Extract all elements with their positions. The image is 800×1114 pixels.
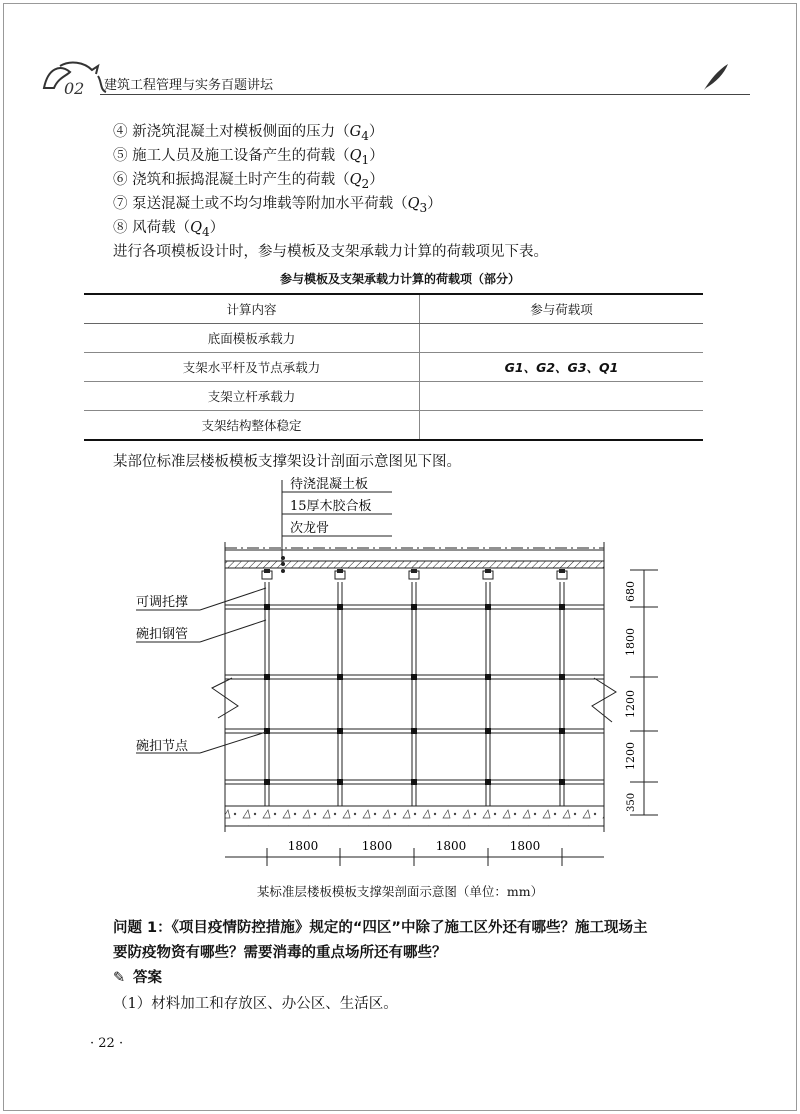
table-cell: 支架立杆承载力 [84, 382, 420, 411]
vdim-1200-a: 1200 [624, 690, 637, 718]
bowl-node [559, 674, 565, 680]
question-line-1: 问题 1：《项目疫情防控措施》规定的“四区”中除了施工区外还有哪些？施工现场主 [113, 920, 648, 936]
load-table [84, 293, 703, 441]
table-caption: 参与模板及支架承载力计算的荷载项（部分） [279, 272, 520, 286]
dragon-2021-logo-icon [40, 58, 110, 98]
question-line-2: 要防疫物资有哪些？需要消毒的重点场所还有哪些？ [113, 945, 447, 961]
label-node: 碗扣节点 [136, 739, 189, 754]
table-intro-text: 进行各项模板设计时，参与模板及支架承载力计算的荷载项见下表。 [113, 244, 548, 260]
bowl-node [485, 728, 491, 734]
joist-3 [411, 569, 417, 573]
bowl-node [411, 674, 417, 680]
table-header-content: 计算内容 [84, 294, 420, 324]
bowl-node [485, 604, 491, 610]
top-label-group [282, 476, 392, 564]
joist-2 [337, 569, 343, 573]
bowl-node [264, 674, 270, 680]
bowl-node [337, 674, 343, 680]
table-cell [420, 411, 704, 441]
answer-line-1: （1）材料加工和存放区、办公区、生活区。 [113, 996, 398, 1012]
bowl-node [411, 728, 417, 734]
header-rule [100, 94, 750, 95]
page-number: · 22 · [90, 1036, 124, 1051]
bowl-node [411, 604, 417, 610]
feather-pen-icon: ✎ [113, 970, 126, 986]
bowl-node [337, 604, 343, 610]
load-item-6: ⑥ 浇筑和振捣混凝土时产生的荷载$(Q_2)$ [113, 172, 384, 191]
table-row [84, 382, 703, 411]
bowl-node [559, 779, 565, 785]
load-item-7: ⑦ 泵送混凝土或不均匀堆载等附加水平荷载$(Q_3)$ [113, 196, 442, 215]
vdim-1800: 1800 [624, 628, 637, 656]
joist-4 [485, 569, 491, 573]
label-joist: 次龙骨 [290, 521, 330, 536]
bowl-node [411, 779, 417, 785]
hdim-3: 1800 [435, 839, 467, 853]
table-cell: 支架结构整体稳定 [84, 411, 420, 441]
bowl-node [337, 779, 343, 785]
joist-5 [559, 569, 565, 573]
joist-1 [264, 569, 270, 573]
table-header-row [84, 294, 703, 324]
table-row [84, 324, 703, 353]
bowl-node [485, 779, 491, 785]
table-cell [420, 324, 704, 353]
page-header [40, 58, 720, 98]
ground-slab [225, 806, 604, 826]
load-item-5: ⑤ 施工人员及施工设备产生的荷载$(Q_1)$ [113, 148, 384, 167]
header-title: 建筑工程管理与实务百题讲坛 [104, 78, 274, 93]
hdim-4: 1800 [509, 839, 541, 853]
label-concrete: 待浇混凝土板 [290, 477, 369, 492]
label-plywood: 15厚木胶合板 [290, 499, 372, 514]
vdim-680: 680 [624, 581, 637, 602]
horizontal-dimensions [225, 839, 604, 866]
figure-caption: 某标准层楼板模板支撑架剖面示意图（单位：mm） [256, 884, 544, 899]
bowl-node [264, 728, 270, 734]
figure-intro-text: 某部位标准层楼板模板支撑架设计剖面示意图见下图。 [113, 454, 461, 470]
table-row [84, 411, 703, 441]
vdim-1200-b: 1200 [624, 742, 637, 770]
hdim-1: 1800 [287, 839, 319, 853]
feather-pen-icon [700, 62, 730, 92]
label-pipe: 碗扣钢管 [136, 627, 189, 642]
table-header-loads: 参与荷载项 [420, 294, 704, 324]
hdim-2: 1800 [361, 839, 393, 853]
label-adjustable: 可调托撑 [136, 595, 189, 610]
svg-text:02: 02 [64, 79, 85, 98]
bars-group [225, 604, 604, 785]
vertical-dimensions [624, 570, 658, 815]
table-cell: 支架水平杆及节点承载力 [84, 353, 420, 382]
answer-heading: ✎ 答案 [113, 970, 162, 986]
scaffold-section-figure [0, 470, 800, 880]
table-row [84, 353, 703, 382]
table-cell: G1、G2、G3、Q1 [420, 353, 704, 382]
table-cell [420, 382, 704, 411]
table-cell: 底面模板承载力 [84, 324, 420, 353]
bowl-node [559, 728, 565, 734]
bowl-node [337, 728, 343, 734]
bowl-node [264, 604, 270, 610]
vdim-350: 350 [626, 792, 637, 812]
bowl-node [264, 779, 270, 785]
bowl-node [559, 604, 565, 610]
load-item-8: ⑧ 风荷载$(Q_4)$ [113, 220, 225, 239]
bowl-node [485, 674, 491, 680]
load-item-4: ④ 新浇筑混凝土对模板侧面的压力$(G_4)$ [113, 124, 384, 143]
